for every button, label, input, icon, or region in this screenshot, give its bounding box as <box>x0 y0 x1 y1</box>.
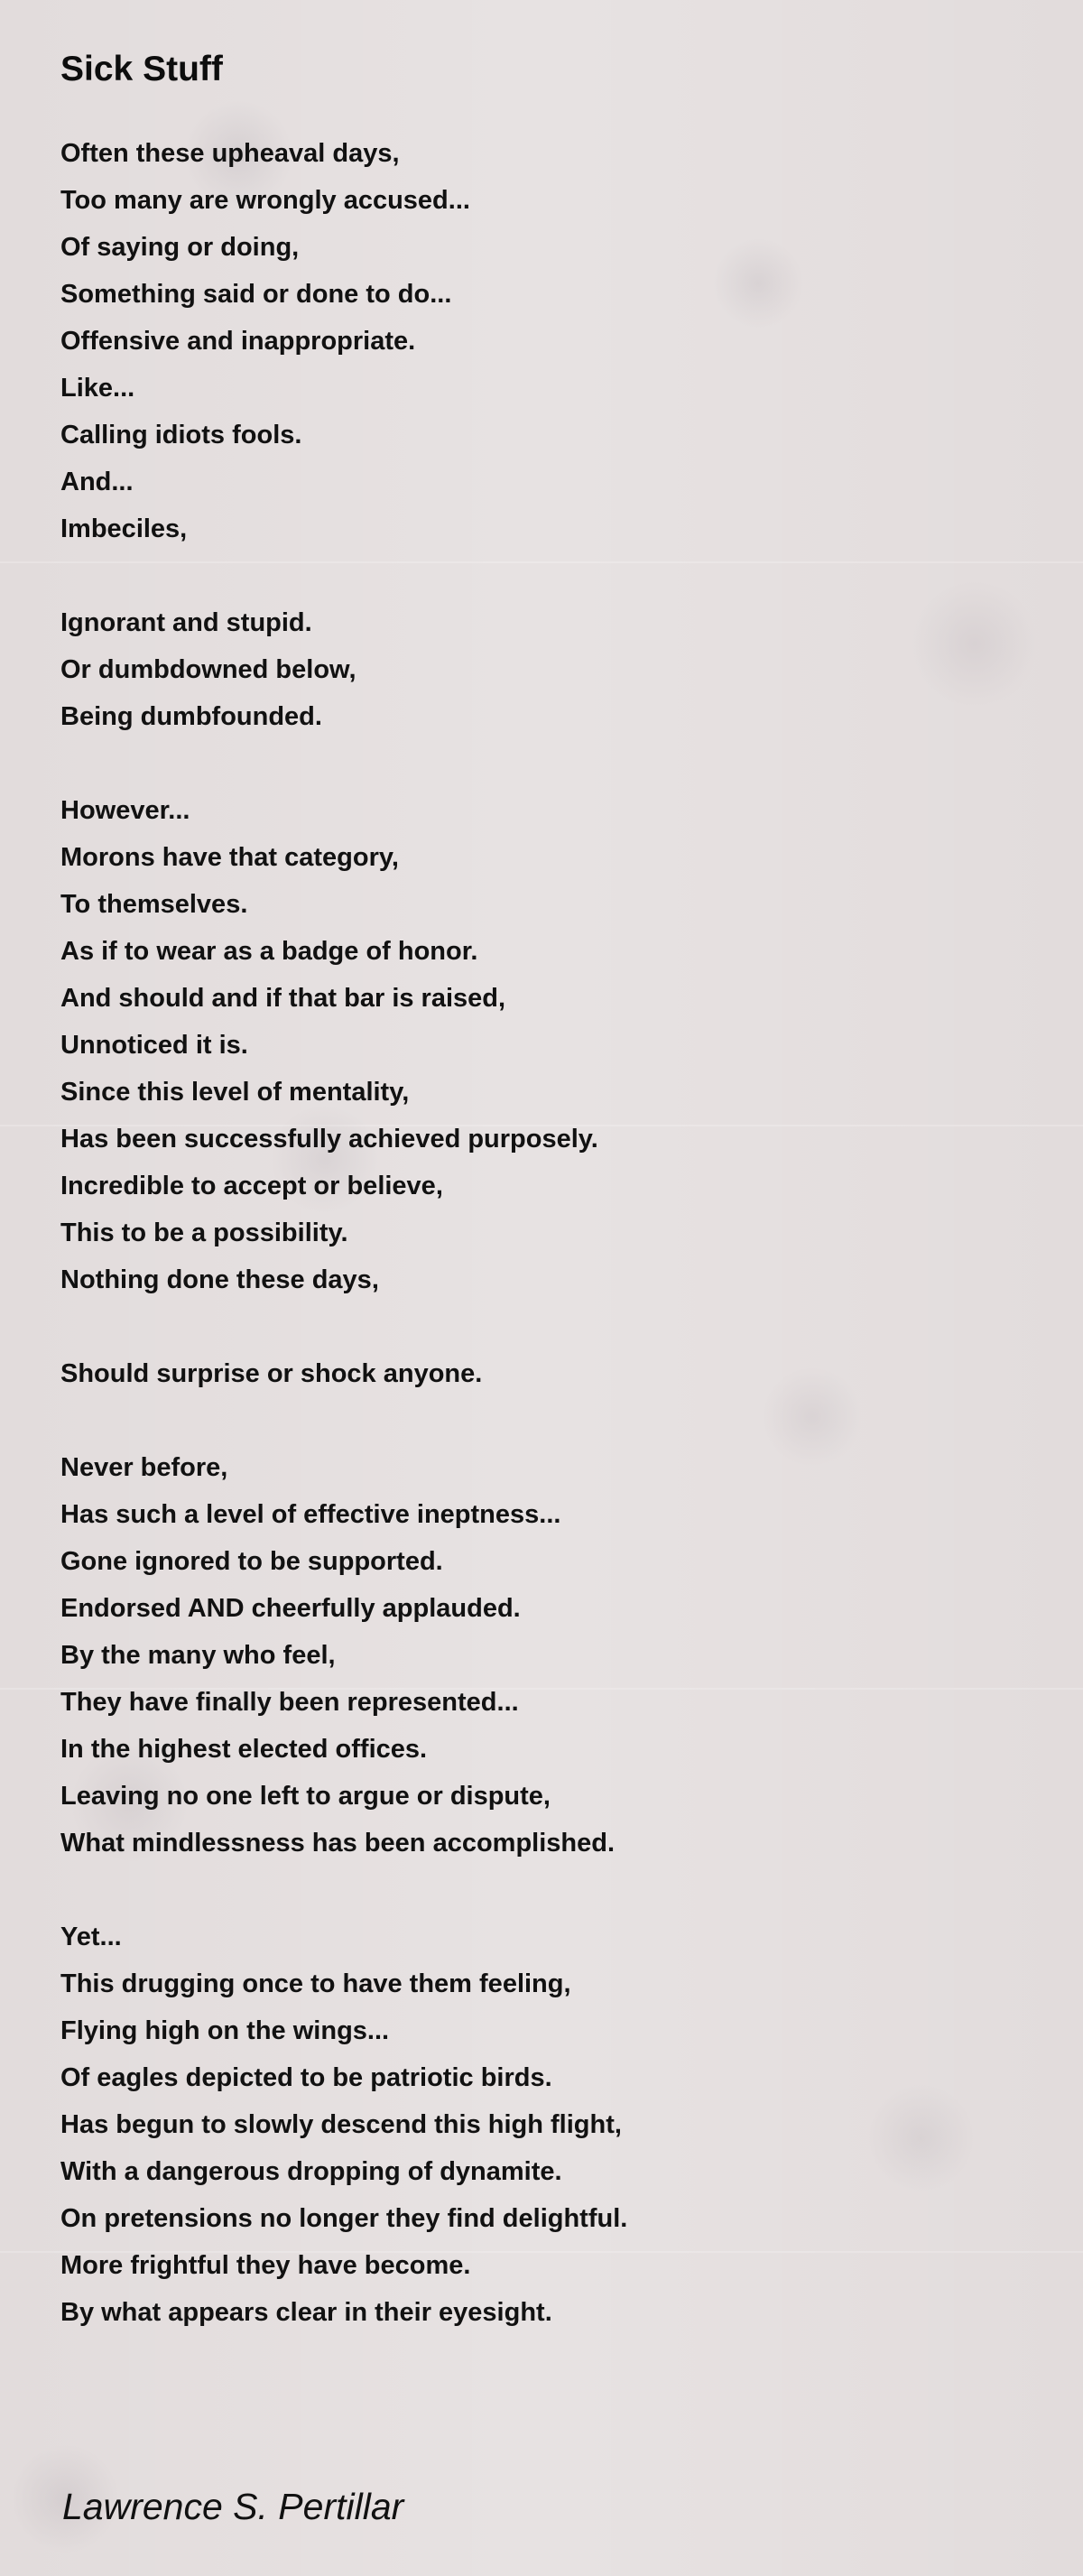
poem-line: They have finally been represented... <box>60 1688 519 1717</box>
poem-stanza <box>60 599 1035 740</box>
poem-line: Has begun to slowly descend this high flight, <box>60 2110 622 2139</box>
poem-line: Too many are wrongly accused... <box>60 186 470 215</box>
poem-body <box>60 130 1035 2336</box>
poem-line: What mindlessness has been accomplished. <box>60 1829 616 1858</box>
poem-line: Gone ignored to be supported. <box>60 1547 443 1576</box>
poem-line: Unnoticed it is. <box>60 1031 248 1060</box>
poem-stanza <box>60 130 1035 552</box>
poem-author: Lawrence S. Pertillar <box>62 2486 404 2527</box>
poem-line: Flying high on the wings... <box>60 2016 390 2045</box>
poem-line: Incredible to accept or believe, <box>60 1172 443 1200</box>
poem-line: Often these upheaval days, <box>60 139 400 168</box>
poem-line: Imbeciles, <box>60 514 188 543</box>
poem-line: By the many who feel, <box>60 1641 336 1670</box>
poem-line: However... <box>60 796 190 825</box>
poem-line: Of saying or doing, <box>60 233 300 262</box>
poem-line: Calling idiots fools. <box>60 421 302 449</box>
poem-line: More frightful they have become. <box>60 2251 471 2280</box>
poem-line: By what appears clear in their eyesight. <box>60 2298 552 2327</box>
poem-stanza <box>60 787 1035 1303</box>
poem-line: Yet... <box>60 1923 122 1951</box>
poem-line: Like... <box>60 374 135 403</box>
poem-line: Never before, <box>60 1453 228 1482</box>
poem-line: Of eagles depicted to be patriotic birds. <box>60 2063 552 2092</box>
poem-line: Or dumbdowned below, <box>60 655 356 684</box>
poem-line: To themselves. <box>60 890 248 919</box>
poem-line: As if to wear as a badge of honor. <box>60 937 478 966</box>
poem-line: Since this level of mentality, <box>60 1078 410 1107</box>
poem-line: Should surprise or shock anyone. <box>60 1359 483 1388</box>
poem-stanza <box>60 1444 1035 1867</box>
poem-line: Endorsed AND cheerfully applauded. <box>60 1594 521 1623</box>
poem-line: Something said or done to do... <box>60 280 452 309</box>
poem-line: This to be a possibility. <box>60 1219 348 1247</box>
poem-line: On pretensions no longer they find delightful. <box>60 2204 628 2233</box>
poem-line: Has been successfully achieved purposely. <box>60 1125 598 1154</box>
poem-line: Has such a level of effective ineptness... <box>60 1500 561 1529</box>
poem-stanza <box>60 1350 1035 1397</box>
poem-line: And should and if that bar is raised, <box>60 984 506 1013</box>
poem-line: With a dangerous dropping of dynamite. <box>60 2157 562 2186</box>
poem-line: And... <box>60 468 134 496</box>
poem-line: Nothing done these days, <box>60 1265 379 1294</box>
poem-line: Offensive and inappropriate. <box>60 327 416 356</box>
poem-line: Morons have that category, <box>60 843 399 872</box>
poem-line: Being dumbfounded. <box>60 702 322 731</box>
poem-line: Ignorant and stupid. <box>60 608 312 637</box>
poem-line: Leaving no one left to argue or dispute, <box>60 1782 551 1811</box>
poem-title: Sick Stuff <box>60 50 223 88</box>
poem-page <box>60 45 1035 2383</box>
poem-stanza <box>60 1913 1035 2336</box>
poem-line: This drugging once to have them feeling, <box>60 1969 571 1998</box>
poem-line: In the highest elected offices. <box>60 1735 428 1764</box>
